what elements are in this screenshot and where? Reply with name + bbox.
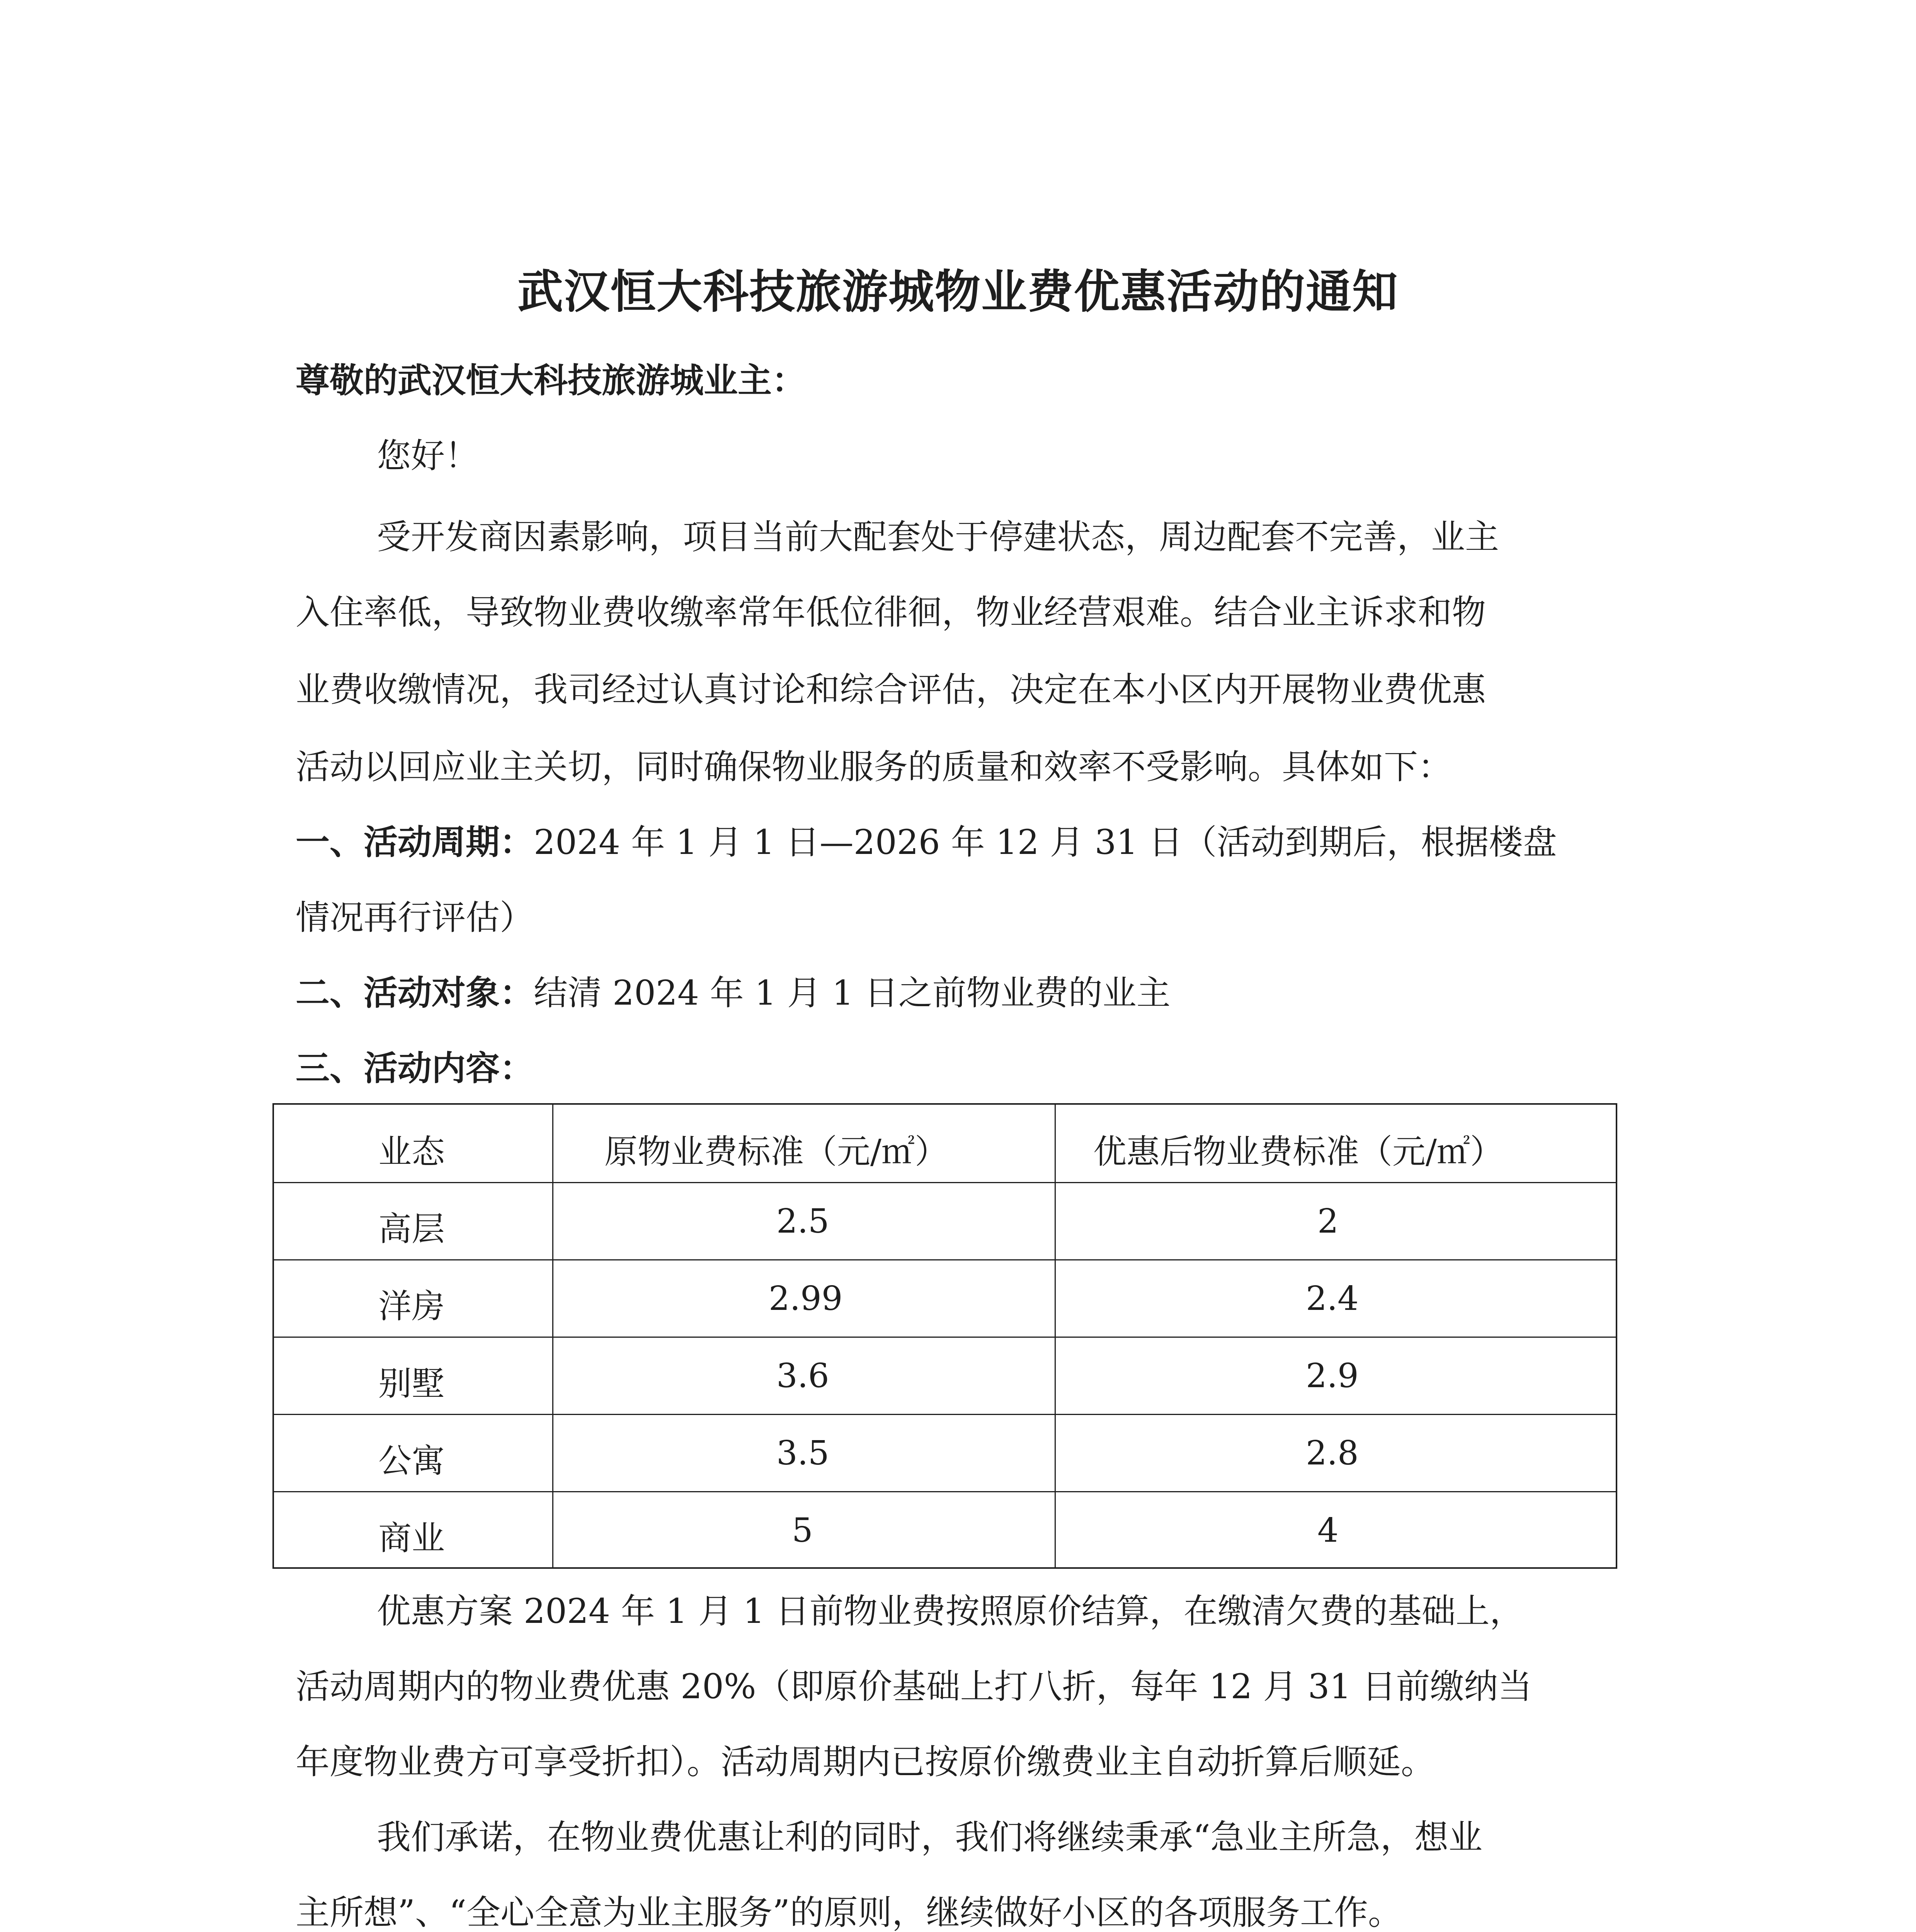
table-cell: 2 [1317, 1202, 1339, 1241]
salutation: 尊敬的武汉恒大科技旅游城业主： [296, 360, 806, 400]
section-label: 二、活动对象： [296, 973, 534, 1013]
discount-line: 活动周期内的物业费优惠 20%（即原价基础上打八折，每年 12 月 31 日前缴纳当 [296, 1667, 1532, 1706]
table-cell: 2.4 [1306, 1279, 1359, 1318]
table-cell: 高层 [378, 1210, 445, 1248]
table-cell: 2.8 [1306, 1434, 1359, 1473]
table-cell: 5 [792, 1511, 813, 1550]
section-label: 一、活动周期： [296, 822, 534, 862]
section-activity-period [296, 815, 1557, 864]
section-text-continued: 情况再行评估） [296, 898, 534, 937]
table-cell: 4 [1317, 1511, 1339, 1550]
table-header-cell: 业态 [378, 1133, 445, 1171]
table-cell: 2.5 [776, 1202, 829, 1241]
fee-table [272, 1103, 1617, 1569]
promise-line: 主所想”、“全心全意为业主服务”的原则，继续做好小区的各项服务工作。 [296, 1893, 1402, 1932]
table-cell: 2.99 [769, 1279, 843, 1318]
table-header-cell: 原物业费标准（元/㎡） [604, 1133, 948, 1171]
table-cell: 公寓 [378, 1442, 445, 1480]
discount-line: 优惠方案 2024 年 1 月 1 日前物业费按照原价结算，在缴清欠费的基础上， [377, 1591, 1524, 1631]
section-target [296, 966, 1171, 1015]
table-cell: 洋房 [378, 1287, 445, 1326]
table-header-cell: 优惠后物业费标准（元/㎡） [1093, 1133, 1503, 1171]
intro-line: 受开发商因素影响，项目当前大配套处于停建状态，周边配套不完善，业主 [377, 517, 1499, 557]
intro-line: 业费收缴情况，我司经过认真讨论和综合评估，决定在本小区内开展物业费优惠 [296, 670, 1486, 709]
table-cell: 3.6 [776, 1357, 829, 1395]
section-text: 结清 2024 年 1 月 1 日之前物业费的业主 [534, 973, 1171, 1013]
table-cell: 商业 [378, 1519, 445, 1558]
page-title: 武汉恒大科技旅游城物业费优惠活动的通知 [517, 265, 1399, 318]
promise-line: 我们承诺，在物业费优惠让利的同时，我们将继续秉承“急业主所急，想业 [377, 1817, 1482, 1857]
discount-line: 年度物业费方可享受折扣）。活动周期内已按原价缴费业主自动折算后顺延。 [296, 1742, 1435, 1782]
table-cell: 3.5 [776, 1434, 829, 1473]
table-cell: 2.9 [1306, 1357, 1359, 1395]
intro-line: 活动以回应业主关切，同时确保物业服务的质量和效率不受影响。具体如下： [296, 747, 1452, 787]
greeting: 您好！ [377, 436, 479, 476]
intro-line: 入住率低，导致物业费收缴率常年低位徘徊，物业经营艰难。结合业主诉求和物 [296, 592, 1486, 632]
section-content-label: 三、活动内容： [296, 1048, 534, 1088]
table-cell: 别墅 [378, 1364, 445, 1403]
section-text: 2024 年 1 月 1 日—2026 年 12 月 31 日（活动到期后，根据楼盘 [534, 822, 1557, 862]
